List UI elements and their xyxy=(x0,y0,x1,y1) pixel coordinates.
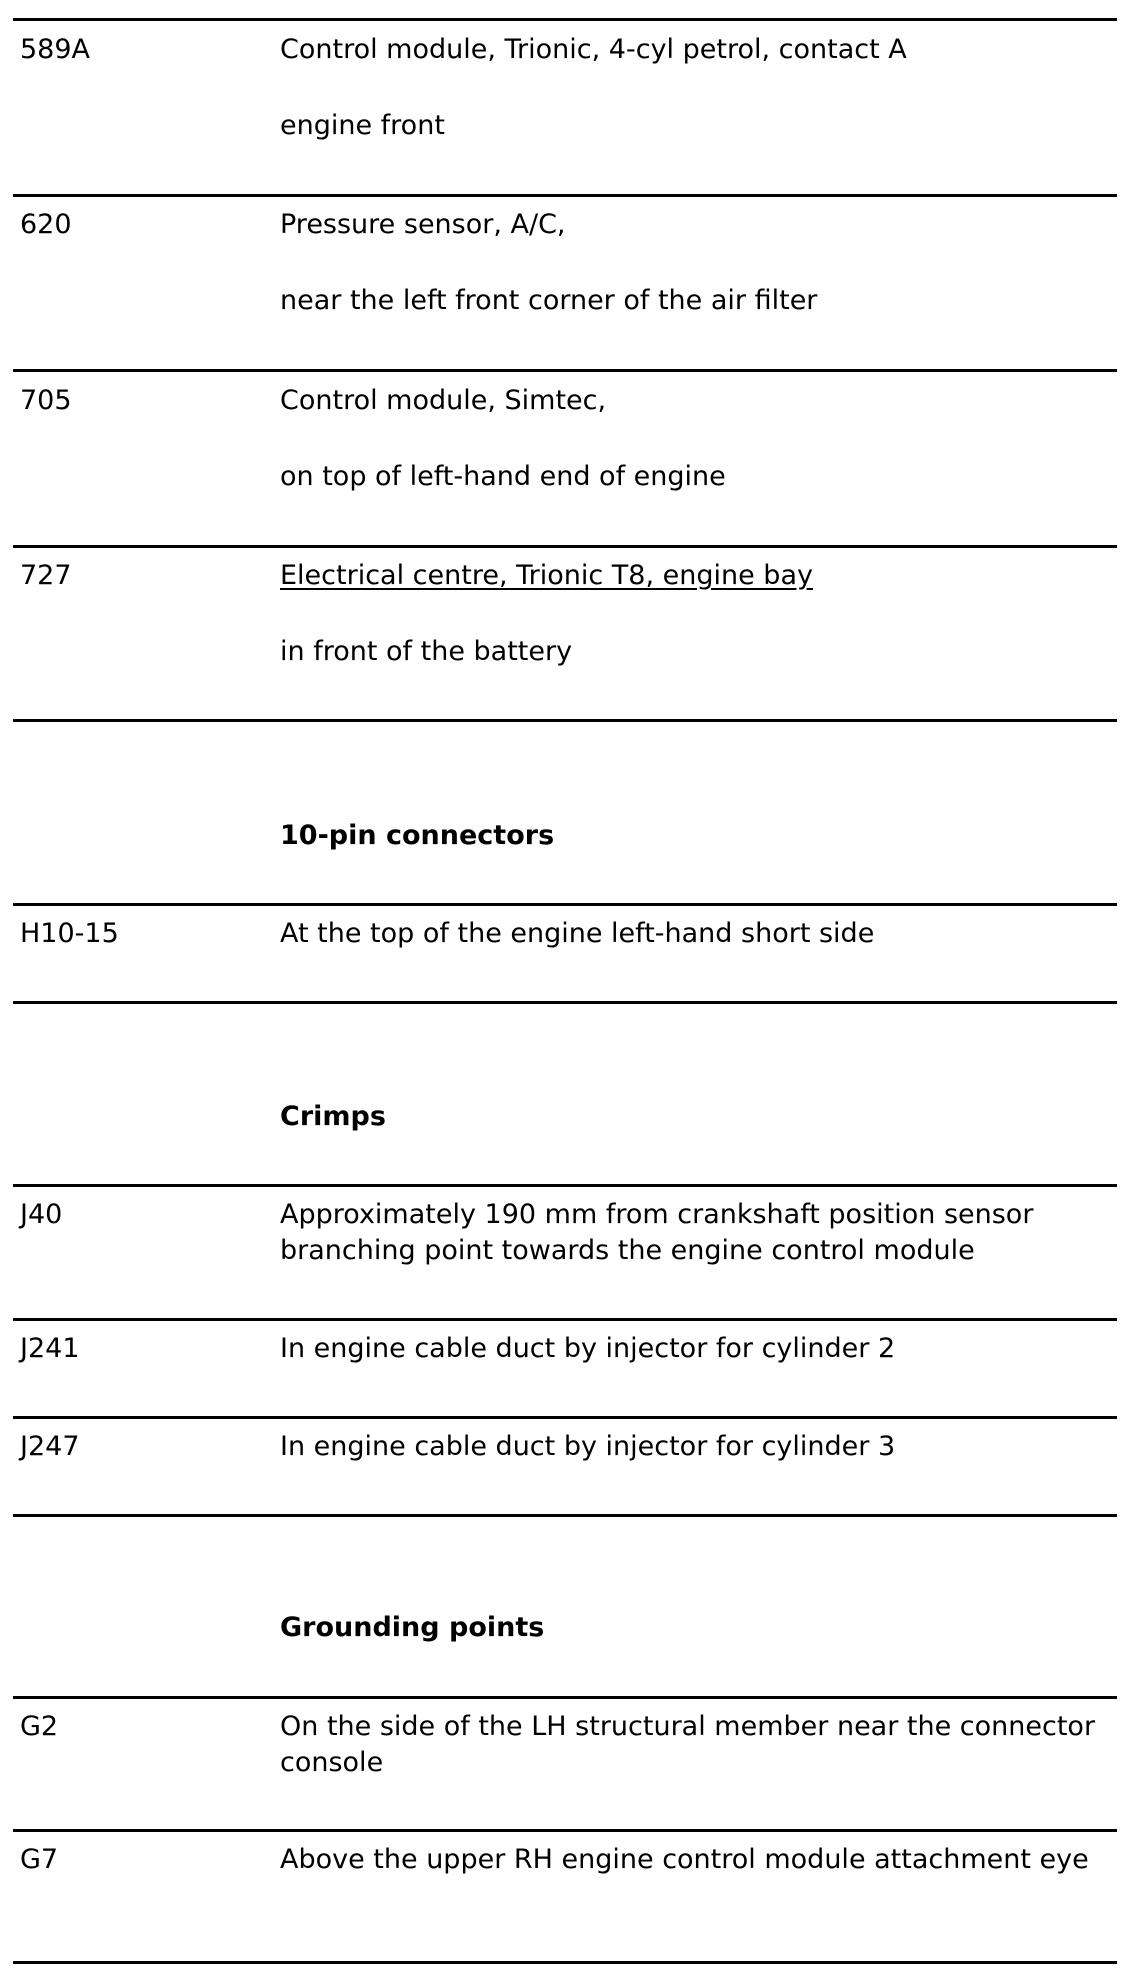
crimp-location: In engine cable duct by injector for cylinder 3 xyxy=(280,1431,896,1462)
rule xyxy=(13,1416,1117,1419)
component-code: 705 xyxy=(20,385,72,416)
component-location: in front of the battery xyxy=(280,636,573,667)
component-code: 727 xyxy=(20,560,72,591)
crimp-location: Approximately 190 mm from crankshaft position sensor branching point towards the engine control module xyxy=(280,1199,1034,1266)
rule xyxy=(13,1184,1117,1187)
rule xyxy=(13,903,1117,906)
section-heading: Grounding points xyxy=(280,1612,545,1643)
rule xyxy=(13,1961,1117,1964)
ground-code: G2 xyxy=(20,1711,59,1742)
section-heading: 10-pin connectors xyxy=(280,820,555,851)
component-location: near the left front corner of the air filter xyxy=(280,285,818,316)
ground-location: Above the upper RH engine control module attachment eye xyxy=(280,1844,1089,1875)
crimp-location: In engine cable duct by injector for cylinder 2 xyxy=(280,1333,896,1364)
rule xyxy=(13,1829,1117,1832)
rule xyxy=(13,1001,1117,1004)
rule xyxy=(13,194,1117,197)
component-location: engine front xyxy=(280,110,445,141)
component-description-link[interactable]: Electrical centre, Trionic T8, engine bay xyxy=(280,560,813,591)
ground-code: G7 xyxy=(20,1844,59,1875)
ground-location: On the side of the LH structural member near the connector console xyxy=(280,1711,1096,1778)
section-heading: Crimps xyxy=(280,1101,386,1132)
component-description: Pressure sensor, A/C, xyxy=(280,209,566,240)
rule xyxy=(13,545,1117,548)
component-location: on top of left-hand end of engine xyxy=(280,461,726,492)
rule xyxy=(13,1318,1117,1321)
component-description: Control module, Trionic, 4-cyl petrol, contact A xyxy=(280,34,907,65)
rule xyxy=(13,1696,1117,1699)
connector-code: H10-15 xyxy=(20,918,119,949)
component-code: 620 xyxy=(20,209,72,240)
rule xyxy=(13,719,1117,722)
rule xyxy=(13,1514,1117,1517)
component-description: Control module, Simtec, xyxy=(280,385,607,416)
component-code: 589A xyxy=(20,34,91,65)
crimp-code: J40 xyxy=(20,1199,63,1230)
rule xyxy=(13,369,1117,372)
rule xyxy=(13,18,1117,21)
connector-location: At the top of the engine left-hand short side xyxy=(280,918,875,949)
crimp-code: J247 xyxy=(20,1431,80,1462)
crimp-code: J241 xyxy=(20,1333,80,1364)
